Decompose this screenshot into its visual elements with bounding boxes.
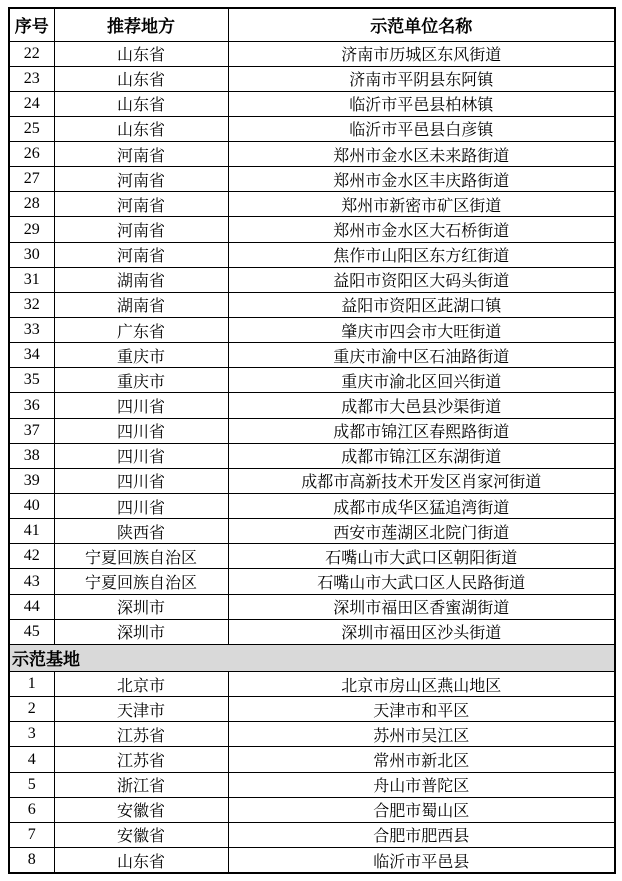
cell-index: 7	[9, 822, 54, 847]
table-row	[9, 116, 615, 141]
cell-unit-name: 西安市莲湖区北院门街道	[228, 519, 615, 544]
cell-unit-name: 郑州市金水区未来路街道	[228, 142, 615, 167]
table-row	[9, 569, 615, 594]
cell-region: 山东省	[54, 116, 228, 141]
table-row	[9, 594, 615, 619]
cell-unit-name: 成都市大邑县沙渠街道	[228, 393, 615, 418]
table-row	[9, 797, 615, 822]
cell-index: 43	[9, 569, 54, 594]
cell-region: 宁夏回族自治区	[54, 544, 228, 569]
cell-index: 8	[9, 848, 54, 873]
cell-region: 山东省	[54, 66, 228, 91]
cell-unit-name: 石嘴山市大武口区人民路街道	[228, 569, 615, 594]
table-row	[9, 91, 615, 116]
cell-unit-name: 苏州市吴江区	[228, 722, 615, 747]
cell-region: 四川省	[54, 418, 228, 443]
cell-unit-name: 肇庆市四会市大旺街道	[228, 318, 615, 343]
cell-index: 38	[9, 443, 54, 468]
table-row	[9, 368, 615, 393]
cell-index: 34	[9, 343, 54, 368]
cell-region: 安徽省	[54, 797, 228, 822]
cell-index: 30	[9, 242, 54, 267]
header-row	[9, 8, 615, 41]
cell-unit-name: 济南市平阴县东阿镇	[228, 66, 615, 91]
cell-unit-name: 益阳市资阳区茈湖口镇	[228, 292, 615, 317]
cell-region: 四川省	[54, 393, 228, 418]
table-row	[9, 418, 615, 443]
table-row	[9, 772, 615, 797]
cell-index: 25	[9, 116, 54, 141]
cell-index: 22	[9, 41, 54, 66]
cell-unit-name: 焦作市山阳区东方红街道	[228, 242, 615, 267]
table-row	[9, 66, 615, 91]
cell-region: 深圳市	[54, 619, 228, 644]
cell-index: 6	[9, 797, 54, 822]
cell-region: 山东省	[54, 91, 228, 116]
cell-index: 27	[9, 167, 54, 192]
cell-unit-name: 益阳市资阳区大码头街道	[228, 267, 615, 292]
table-row	[9, 697, 615, 722]
cell-unit-name: 重庆市渝中区石油路街道	[228, 343, 615, 368]
cell-index: 39	[9, 468, 54, 493]
column-header-unit-name: 示范单位名称	[228, 8, 615, 41]
table-row	[9, 142, 615, 167]
cell-index: 4	[9, 747, 54, 772]
cell-unit-name: 重庆市渝北区回兴街道	[228, 368, 615, 393]
cell-region: 四川省	[54, 468, 228, 493]
cell-region: 四川省	[54, 443, 228, 468]
cell-region: 江苏省	[54, 722, 228, 747]
table-row	[9, 519, 615, 544]
table-row	[9, 722, 615, 747]
cell-index: 40	[9, 494, 54, 519]
table-row	[9, 747, 615, 772]
cell-index: 1	[9, 672, 54, 697]
cell-unit-name: 郑州市新密市矿区街道	[228, 192, 615, 217]
section-header-row	[9, 644, 615, 671]
cell-region: 浙江省	[54, 772, 228, 797]
cell-index: 26	[9, 142, 54, 167]
table-row	[9, 443, 615, 468]
cell-region: 重庆市	[54, 368, 228, 393]
cell-index: 35	[9, 368, 54, 393]
cell-region: 重庆市	[54, 343, 228, 368]
cell-region: 河南省	[54, 192, 228, 217]
cell-unit-name: 郑州市金水区大石桥街道	[228, 217, 615, 242]
cell-unit-name: 成都市高新技术开发区肖家河街道	[228, 468, 615, 493]
cell-index: 37	[9, 418, 54, 443]
cell-unit-name: 常州市新北区	[228, 747, 615, 772]
cell-region: 天津市	[54, 697, 228, 722]
cell-region: 深圳市	[54, 594, 228, 619]
cell-unit-name: 合肥市肥西县	[228, 822, 615, 847]
cell-unit-name: 济南市历城区东风街道	[228, 41, 615, 66]
cell-index: 42	[9, 544, 54, 569]
table-row	[9, 544, 615, 569]
table-row	[9, 672, 615, 697]
cell-region: 河南省	[54, 142, 228, 167]
cell-region: 湖南省	[54, 292, 228, 317]
cell-region: 宁夏回族自治区	[54, 569, 228, 594]
cell-region: 山东省	[54, 41, 228, 66]
cell-region: 河南省	[54, 167, 228, 192]
cell-unit-name: 临沂市平邑县柏林镇	[228, 91, 615, 116]
table-row	[9, 292, 615, 317]
cell-index: 45	[9, 619, 54, 644]
table-row	[9, 393, 615, 418]
cell-index: 44	[9, 594, 54, 619]
table-row	[9, 318, 615, 343]
section-header-title: 示范基地	[9, 644, 615, 671]
cell-index: 41	[9, 519, 54, 544]
cell-region: 四川省	[54, 494, 228, 519]
cell-region: 河南省	[54, 217, 228, 242]
cell-region: 湖南省	[54, 267, 228, 292]
cell-index: 28	[9, 192, 54, 217]
cell-unit-name: 合肥市蜀山区	[228, 797, 615, 822]
table-row	[9, 619, 615, 644]
table-row	[9, 167, 615, 192]
cell-index: 31	[9, 267, 54, 292]
cell-unit-name: 深圳市福田区香蜜湖街道	[228, 594, 615, 619]
cell-region: 北京市	[54, 672, 228, 697]
table-header	[9, 8, 615, 41]
cell-unit-name: 成都市成华区猛追湾街道	[228, 494, 615, 519]
table-body	[9, 41, 615, 873]
cell-index: 33	[9, 318, 54, 343]
cell-index: 32	[9, 292, 54, 317]
table-row	[9, 242, 615, 267]
table-row	[9, 41, 615, 66]
cell-unit-name: 北京市房山区燕山地区	[228, 672, 615, 697]
table-row	[9, 192, 615, 217]
cell-index: 24	[9, 91, 54, 116]
cell-index: 5	[9, 772, 54, 797]
table-row	[9, 494, 615, 519]
table-row	[9, 468, 615, 493]
cell-index: 3	[9, 722, 54, 747]
cell-index: 2	[9, 697, 54, 722]
column-header-index: 序号	[9, 8, 54, 41]
cell-region: 山东省	[54, 848, 228, 873]
cell-region: 河南省	[54, 242, 228, 267]
cell-index: 29	[9, 217, 54, 242]
cell-region: 安徽省	[54, 822, 228, 847]
table-row	[9, 343, 615, 368]
cell-unit-name: 临沂市平邑县白彦镇	[228, 116, 615, 141]
cell-region: 江苏省	[54, 747, 228, 772]
cell-unit-name: 临沂市平邑县	[228, 848, 615, 873]
table-row	[9, 848, 615, 873]
cell-unit-name: 石嘴山市大武口区朝阳街道	[228, 544, 615, 569]
table-row	[9, 267, 615, 292]
cell-region: 陕西省	[54, 519, 228, 544]
demonstration-units-table	[8, 7, 616, 874]
column-header-region: 推荐地方	[54, 8, 228, 41]
table-row	[9, 822, 615, 847]
cell-unit-name: 成都市锦江区春熙路街道	[228, 418, 615, 443]
cell-unit-name: 郑州市金水区丰庆路街道	[228, 167, 615, 192]
cell-unit-name: 成都市锦江区东湖街道	[228, 443, 615, 468]
cell-index: 23	[9, 66, 54, 91]
table-row	[9, 217, 615, 242]
cell-unit-name: 深圳市福田区沙头街道	[228, 619, 615, 644]
cell-unit-name: 天津市和平区	[228, 697, 615, 722]
cell-index: 36	[9, 393, 54, 418]
cell-unit-name: 舟山市普陀区	[228, 772, 615, 797]
cell-region: 广东省	[54, 318, 228, 343]
